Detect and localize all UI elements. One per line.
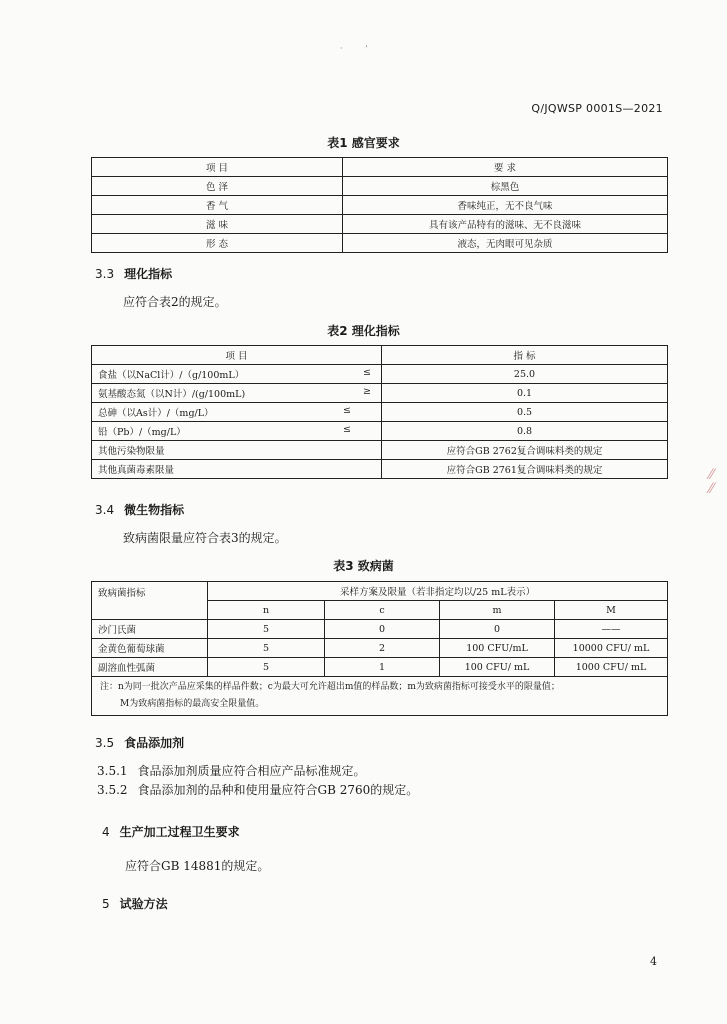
section-5-heading — [102, 895, 168, 912]
table3-n: 5 — [208, 658, 325, 677]
table1-header-row — [92, 158, 668, 177]
table3-caption: 表3 致病菌 — [333, 559, 394, 573]
table3-header-plan: 采样方案及限量（若非指定均以/25 mL表示） — [208, 582, 668, 601]
table2-header-item: 项 目 — [92, 346, 382, 365]
table-row — [92, 177, 668, 196]
table1-item: 滋 味 — [92, 215, 343, 234]
section-number: 5 — [102, 897, 110, 911]
table2-item-cell — [92, 422, 382, 441]
table1-header-item: 项 目 — [92, 158, 343, 177]
table-row — [92, 234, 668, 253]
table3-note-line1: 注：n为同一批次产品应采集的样品件数；c为最大可允许超出m值的样品数；m为致病菌指标可接受水平的限量值； — [100, 682, 560, 692]
table2-physchem — [91, 345, 668, 479]
table1-item: 色 泽 — [92, 177, 343, 196]
clause-number: 3.5.2 — [97, 783, 128, 797]
comparison-symbol: ≥ — [363, 386, 371, 397]
section-number: 3.3 — [95, 267, 115, 281]
table2-item-cell — [92, 384, 382, 403]
table-row — [92, 215, 668, 234]
page-number: 4 — [650, 955, 657, 968]
table2-val: 0.5 — [382, 403, 668, 422]
section-title: 食品添加剂 — [124, 736, 185, 750]
table2-item-cell — [92, 365, 382, 384]
clause-text: 食品添加剂质量应符合相应产品标准规定。 — [137, 764, 366, 778]
scan-specks: · ' — [340, 44, 368, 53]
comparison-symbol: ≤ — [343, 405, 351, 416]
comparison-symbol: ≤ — [363, 367, 371, 378]
table-row — [92, 658, 668, 677]
section-3-5-heading — [95, 734, 184, 751]
table2-item: 总砷（以As计）/（mg/L） — [98, 408, 214, 419]
clause-3-5-2 — [97, 781, 418, 798]
table1-req: 香味纯正，无不良气味 — [343, 196, 668, 215]
table3-m: 100 CFU/ mL — [440, 658, 555, 677]
table1-req: 具有该产品特有的滋味、无不良滋味 — [343, 215, 668, 234]
clause-text: 食品添加剂的品种和使用量应符合GB 2760的规定。 — [137, 783, 419, 797]
table1-header-req: 要 求 — [343, 158, 668, 177]
table2-val: 0.1 — [382, 384, 668, 403]
table3-name: 沙门氏菌 — [92, 620, 208, 639]
table3-note-row — [92, 677, 668, 716]
section-3-4-heading — [95, 501, 184, 518]
section-title: 理化指标 — [124, 267, 173, 281]
table-row — [92, 441, 668, 460]
table2-item: 氨基酸态氮（以N计）/(g/100mL) — [98, 389, 246, 400]
section-number: 3.5 — [95, 736, 115, 750]
table2-caption: 表2 理化指标 — [327, 324, 400, 338]
table-row — [92, 403, 668, 422]
table3-n: 5 — [208, 639, 325, 658]
table1-req: 液态，无肉眼可见杂质 — [343, 234, 668, 253]
section-3-3-text: 应符合表2的规定。 — [123, 295, 227, 309]
table3-sub-n: n — [208, 601, 325, 620]
table-row — [92, 639, 668, 658]
table-row — [92, 365, 668, 384]
table3-m: 100 CFU/mL — [440, 639, 555, 658]
table2-item: 铅（Pb）/（mg/L） — [98, 427, 186, 438]
table2-item-cell — [92, 403, 382, 422]
table-row — [92, 460, 668, 479]
red-stamp-mark: ⁄⁄ ⁄⁄ — [709, 467, 714, 497]
table2-val: 应符合GB 2762复合调味料类的规定 — [382, 441, 668, 460]
comparison-symbol: ≤ — [343, 424, 351, 435]
table2-val: 0.8 — [382, 422, 668, 441]
section-title: 生产加工过程卫生要求 — [119, 825, 240, 839]
table2-header-ind: 指 标 — [382, 346, 668, 365]
table1-sensory — [91, 157, 668, 253]
table-row — [92, 620, 668, 639]
table1-item: 形 态 — [92, 234, 343, 253]
document-code: Q/JQWSP 0001S—2021 — [531, 102, 663, 115]
section-3-4-text: 致病菌限量应符合表3的规定。 — [123, 531, 287, 545]
table3-M: —— — [555, 620, 668, 639]
table1-req: 棕黑色 — [343, 177, 668, 196]
table3-pathogens — [91, 581, 668, 716]
section-title: 微生物指标 — [124, 503, 185, 517]
table3-sub-c: c — [325, 601, 440, 620]
table1-caption: 表1 感官要求 — [327, 136, 400, 150]
table3-c: 2 — [325, 639, 440, 658]
table3-sub-m: m — [440, 601, 555, 620]
table3-note — [92, 677, 668, 716]
table3-name: 副溶血性弧菌 — [92, 658, 208, 677]
table3-M: 1000 CFU/ mL — [555, 658, 668, 677]
table3-M: 10000 CFU/ mL — [555, 639, 668, 658]
section-title: 试验方法 — [119, 897, 168, 911]
section-4-heading — [102, 823, 240, 840]
table2-val: 25.0 — [382, 365, 668, 384]
table-row — [92, 384, 668, 403]
section-number: 4 — [102, 825, 110, 839]
table3-note-line2: M为致病菌指标的最高安全限量值。 — [120, 699, 265, 709]
section-number: 3.4 — [95, 503, 115, 517]
table3-name: 金黄色葡萄球菌 — [92, 639, 208, 658]
table-row — [92, 422, 668, 441]
clause-3-5-1 — [97, 762, 366, 779]
table3-sub-M: M — [555, 601, 668, 620]
table3-header-row — [92, 582, 668, 601]
clause-number: 3.5.1 — [97, 764, 128, 778]
table-row — [92, 196, 668, 215]
table3-c: 0 — [325, 620, 440, 639]
table3-m: 0 — [440, 620, 555, 639]
section-4-text: 应符合GB 14881的规定。 — [125, 859, 270, 873]
table3-c: 1 — [325, 658, 440, 677]
table1-item: 香 气 — [92, 196, 343, 215]
table3-n: 5 — [208, 620, 325, 639]
section-3-3-heading — [95, 265, 172, 282]
table2-val: 应符合GB 2761复合调味料类的规定 — [382, 460, 668, 479]
table2-header-row — [92, 346, 668, 365]
table3-header-pathogen: 致病菌指标 — [92, 582, 208, 620]
table2-item: 其他污染物限量 — [92, 441, 382, 460]
table2-item: 食盐（以NaCl计）/（g/100mL） — [98, 370, 245, 381]
table2-item: 其他真菌毒素限量 — [92, 460, 382, 479]
